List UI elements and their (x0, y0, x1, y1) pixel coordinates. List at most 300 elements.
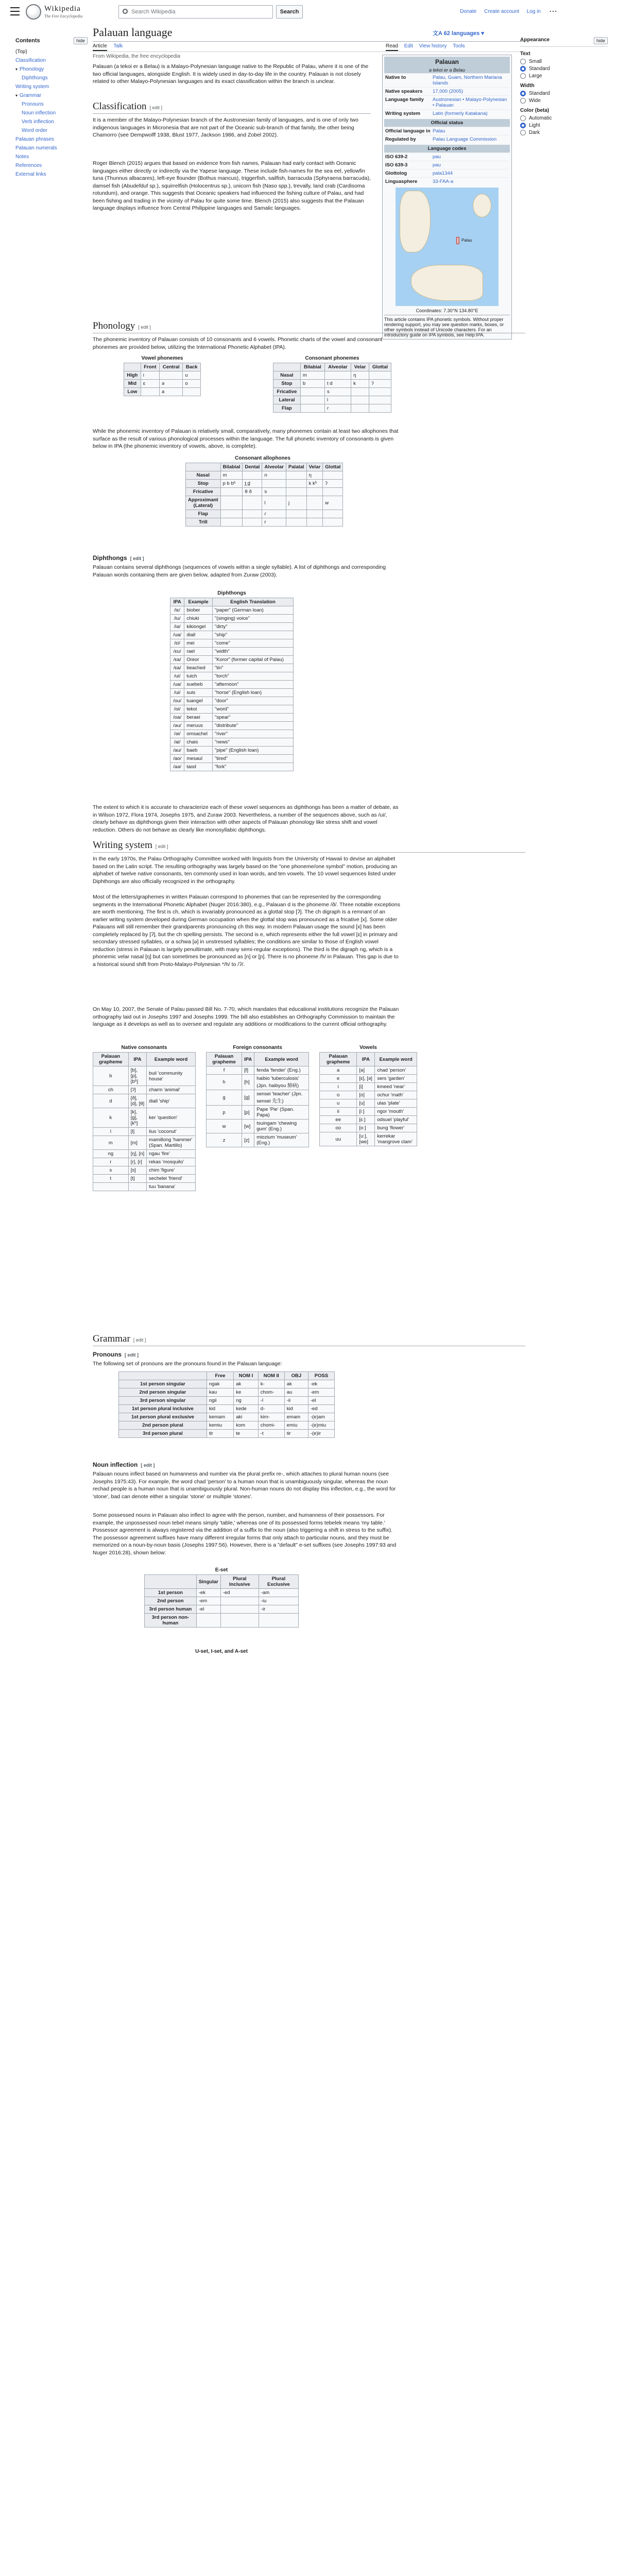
table-row (119, 1421, 335, 1430)
search-button[interactable]: Search (276, 5, 303, 19)
table-cell: Oreor (184, 656, 213, 664)
table-row (273, 371, 391, 380)
table-header-cell: Alveolar (324, 363, 351, 371)
radio-button[interactable] (520, 59, 526, 64)
toc-hide-button[interactable]: hide (74, 37, 88, 44)
infobox-key: ISO 639-3 (385, 162, 408, 168)
table-row (119, 1405, 335, 1413)
radio-button[interactable] (520, 98, 526, 104)
appearance-option-label: Small (529, 59, 542, 64)
table-cell: [iː] (357, 1108, 375, 1116)
radio-button[interactable] (520, 73, 526, 79)
infobox-value: Latin (formerly Katakana) (433, 111, 488, 116)
table-cell (306, 488, 323, 496)
infobox-value: Palau, Guam, Northern Mariana Islands (433, 75, 502, 86)
table-cell: /oi/ (170, 705, 184, 714)
table-cell: [k], [g], [kʰ] (128, 1108, 146, 1128)
table-row (273, 404, 391, 413)
table-cell: d- (258, 1405, 284, 1413)
donate-link[interactable]: Donate (460, 9, 477, 14)
table-cell (324, 371, 351, 380)
appearance-option[interactable] (520, 98, 608, 104)
table-cell: "tin" (212, 664, 293, 672)
search-input[interactable]: Search Wikipedia (118, 5, 273, 19)
table-cell: tekoi (184, 705, 213, 714)
writing-paragraph-1: In the early 1970s, the Palau Orthography Committee worked with linguists from the University of Hawaii to devise an alphabet based on the Latin script. The resulting orthography was largely based on the "one phoneme/one symbol" motion, producing an alphabet of twelve native consonants, ten commonly used in loan words, and ten vowels. The 10 vowel sequences listed under Diphthongs are also officially recognized in the orthography. (93, 856, 397, 885)
table-cell (141, 388, 159, 396)
toc-item[interactable] (15, 82, 88, 91)
table-cell: "river" (212, 730, 293, 738)
wikipedia-wordmark[interactable]: Wikipedia (44, 5, 81, 13)
table-row-header: 1st person singular (119, 1380, 207, 1388)
table-cell: k kʰ (306, 480, 323, 488)
table-row-header: 2nd person singular (119, 1388, 207, 1397)
table-cell (351, 396, 369, 404)
infobox-row (384, 135, 510, 143)
noun-inflection-heading (93, 1461, 154, 1468)
table-row-header: 2nd person plural (119, 1421, 207, 1430)
table-cell: -el (196, 1605, 220, 1614)
table-cell (243, 518, 262, 527)
table-header-cell: English Translation (212, 598, 293, 606)
toc-item[interactable] (15, 65, 88, 74)
table-row (320, 1124, 417, 1132)
table-cell: diall (184, 631, 213, 639)
table-cell: t̪ d̪ (243, 480, 262, 488)
table-cell: sechelei 'friend' (147, 1175, 196, 1183)
table-cell: w (207, 1120, 242, 1133)
table-row-header: Nasal (186, 471, 221, 480)
table-cell: ngor 'mouth' (375, 1108, 417, 1116)
location-map[interactable] (396, 188, 499, 306)
toc-item-label: Writing system (15, 84, 49, 90)
table-row-header: Stop (186, 480, 221, 488)
table-cell (128, 1183, 146, 1191)
appearance-option[interactable] (520, 91, 608, 96)
map-landmass (400, 191, 431, 252)
table-row (93, 1094, 196, 1108)
table-cell (220, 518, 243, 527)
table-row (93, 1166, 196, 1175)
vowels-caption: Vowels (359, 1045, 377, 1050)
intro-paragraph: Palauan (a tekoi er a Belau) is a Malayo-Polynesian language native to the Republic of Palau, where it is one of the two official languages, alongside English. It is widely used in day-to-day life in the country. Palauan is not closely related to other Malayo-Polynesian languages and its exact classification within the branch is unclear. (93, 63, 369, 84)
toc-item[interactable] (15, 91, 88, 100)
table-cell: uu (320, 1132, 357, 1146)
table-header-row (186, 463, 343, 471)
table-row (207, 1106, 309, 1120)
table-cell: ngii (207, 1397, 233, 1405)
table-cell: ʔ (369, 380, 391, 388)
table-header-cell: Example (184, 598, 213, 606)
table-header-cell: Free (207, 1372, 233, 1380)
table-cell: r (93, 1158, 129, 1166)
appearance-option[interactable] (520, 123, 608, 128)
table-row-header: Flap (273, 404, 301, 413)
table-cell: -l (258, 1397, 284, 1405)
table-cell (220, 1597, 259, 1605)
tab-article[interactable]: Article (93, 43, 107, 51)
table-row (186, 480, 343, 488)
table-row (170, 689, 294, 697)
toc-item-label: Notes (15, 154, 29, 160)
table-cell: n (262, 471, 286, 480)
table-cell: miozium 'museum' (Eng.) (254, 1133, 309, 1147)
appearance-option[interactable] (520, 130, 608, 135)
vowels-table (319, 1052, 417, 1146)
pronouns-table (118, 1371, 335, 1438)
table-cell: [f] (242, 1066, 254, 1075)
table-header-cell: Example word (254, 1053, 309, 1066)
table-cell: /oa/ (170, 714, 184, 722)
table-row (170, 714, 294, 722)
table-cell: sers 'garden' (375, 1075, 417, 1083)
table-cell: -em (196, 1597, 220, 1605)
table-row (124, 371, 201, 380)
infobox-row (384, 127, 510, 135)
writing-paragraph-3: On May 10, 2007, the Senate of Palau passed Bill No. 7-70, which mandates that educational institutions recognize the Palauan orthography laid out in Josephs 1997 and Josephs 1999. The bill also establishes an Orthography Commission to maintain the language as it develops as well as to oversee and regulate any additions or modifications to the current official orthography. (93, 1006, 399, 1027)
toc-item[interactable] (15, 117, 88, 126)
table-cell (183, 388, 201, 396)
table-cell: chomi- (258, 1421, 284, 1430)
official-status-heading: Official status (384, 119, 510, 127)
wikipedia-globe-logo[interactable] (26, 4, 41, 20)
radio-button[interactable] (520, 91, 526, 96)
classification-paragraph-1: It is a member of the Malayo-Polynesian branch of the Austronesian family of languages, and is one of only two indigenous languages in Micronesia that are not part of the Oceanic sub-branch of that family, the other being Chamorro (see Dempwolff 1938, Blust 1977, Jackson 1986, and Zobel 2002). (93, 117, 358, 138)
table-cell: /aə/ (170, 763, 184, 771)
table-row (170, 738, 294, 747)
noun-inflection-paragraph-1: Palauan nouns inflect based on humanness and number via the plural prefix re-, which attaches to plural human nouns (see Josephs 1975:43). For example, the word chad 'person' to a human noun that is unambiguously singular, whereas the noun rechad people is a human noun that is unambiguously plural. Non-human nouns do not display this inflection, e.g., the word for 'stone', bad can denote either a singular 'stone' or multiple 'stones'. (93, 1471, 396, 1500)
toc-item-label: Word order (22, 128, 47, 133)
table-cell: -(e)ir (308, 1430, 334, 1438)
table-row (273, 380, 391, 388)
table-cell: au (284, 1388, 308, 1397)
table-cell: Pape 'Pie' (Span. Papa) (254, 1106, 309, 1120)
languages-button[interactable]: 文A 62 languages ▾ (433, 30, 484, 37)
table-row-header: 3rd person human (145, 1605, 197, 1614)
table-header-cell: Palauan grapheme (207, 1053, 242, 1066)
table-cell: [ɾ], [r] (128, 1158, 146, 1166)
appearance-group-heading: Width (520, 83, 535, 89)
table-row-header: 3rd person plural (119, 1430, 207, 1438)
diphthongs-table (170, 598, 294, 771)
table-header-row (320, 1053, 417, 1066)
toc-item[interactable] (15, 161, 88, 170)
toc-item[interactable] (15, 144, 88, 152)
table-cell: kikiongel (184, 623, 213, 631)
toc-item[interactable] (15, 74, 88, 82)
table-cell: rekas 'mosquito' (147, 1158, 196, 1166)
map-landmass (473, 194, 491, 217)
infobox-value: 33-FAA-a (433, 179, 454, 184)
toc-item[interactable] (15, 126, 88, 135)
infobox-value: Austronesian • Malayo-Polynesian • Palauan (433, 97, 507, 108)
table-cell: m (220, 471, 243, 480)
table-cell: /ai/ (170, 738, 184, 747)
tab-edit[interactable]: Edit (404, 43, 413, 49)
table-row (186, 510, 343, 518)
table-cell: [h] (242, 1075, 254, 1090)
infobox-key: Writing system (385, 111, 420, 116)
table-row (186, 496, 343, 510)
table-header-cell: IPA (242, 1053, 254, 1066)
table-cell: -(e)miu (308, 1421, 334, 1430)
table-header-row (124, 363, 201, 371)
table-cell: /ua/ (170, 631, 184, 639)
infobox-key: ISO 639-2 (385, 154, 408, 160)
table-cell: ŋ (351, 371, 369, 380)
consonant-table-caption: Consonant phonemes (305, 355, 359, 361)
table-cell: emiu (284, 1421, 308, 1430)
table-cell: chiuki (184, 615, 213, 623)
table-row (320, 1108, 417, 1116)
title-divider (93, 41, 525, 42)
diphthongs-table-caption: Diphthongs (217, 590, 246, 596)
infobox-key: Native speakers (385, 89, 423, 94)
search-icon (123, 9, 128, 14)
language-codes-heading: Language codes (384, 145, 510, 152)
appearance-option[interactable] (520, 59, 608, 64)
table-cell (196, 1614, 220, 1628)
table-row (93, 1175, 196, 1183)
table-row (186, 471, 343, 480)
vowel-phonemes-table (124, 363, 201, 396)
appearance-group-heading: Color (beta) (520, 108, 550, 113)
table-cell: i (320, 1083, 357, 1091)
more-options-icon[interactable]: ⋯ (549, 7, 557, 16)
toc-item[interactable] (15, 135, 88, 144)
table-cell: kmeed 'near' (375, 1083, 417, 1091)
allophone-table-caption: Consonant allophones (235, 455, 290, 461)
table-row (320, 1091, 417, 1099)
table-cell: d (93, 1094, 129, 1108)
infobox-row (384, 109, 510, 117)
table-cell: chad 'person' (375, 1066, 417, 1075)
edit-section-link[interactable]: [ edit ] (125, 1352, 139, 1358)
edit-section-link[interactable]: [ edit ] (130, 556, 144, 561)
table-cell (286, 480, 306, 488)
table-cell: lius 'coconut' (147, 1128, 196, 1136)
table-header-cell: IPA (128, 1053, 146, 1066)
table-cell: -em (308, 1388, 334, 1397)
table-cell: [l] (128, 1128, 146, 1136)
toc-item[interactable] (15, 47, 88, 56)
table-cell (300, 396, 324, 404)
edit-section-link[interactable]: [ edit ] (138, 325, 151, 330)
appearance-group-heading: Text (520, 51, 530, 57)
table-cell: [ɛː] (357, 1116, 375, 1124)
table-cell: [w] (242, 1120, 254, 1133)
table-row-header: 3rd person non-human (145, 1614, 197, 1628)
table-cell: kid (284, 1405, 308, 1413)
table-row-header: Fricative (186, 488, 221, 496)
table-cell: kede (234, 1405, 259, 1413)
toc-item[interactable] (15, 170, 88, 179)
table-cell: chais (184, 738, 213, 747)
table-cell: omsachel (184, 730, 213, 738)
edit-section-link[interactable]: [ edit ] (155, 844, 168, 849)
edit-section-link[interactable]: [ edit ] (133, 1337, 146, 1343)
table-cell: "fork" (212, 763, 293, 771)
infobox-value: 17,000 (2005) (433, 89, 464, 94)
table-cell: "distribute" (212, 722, 293, 730)
table-row (93, 1136, 196, 1150)
table-cell (369, 396, 391, 404)
table-cell (306, 510, 323, 518)
namespace-tabs (93, 43, 128, 49)
radio-button[interactable] (520, 123, 526, 128)
infobox-row (384, 73, 510, 87)
chevron-down-icon[interactable]: ▾ (15, 93, 18, 98)
table-row (93, 1128, 196, 1136)
infobox-row (384, 161, 510, 169)
table-row (170, 656, 294, 664)
table-header-row (207, 1053, 309, 1066)
table-cell: a (320, 1066, 357, 1075)
radio-button[interactable] (520, 115, 526, 121)
table-cell: [u] (357, 1099, 375, 1108)
table-header-cell: Glottal (369, 363, 391, 371)
table-row (320, 1066, 417, 1075)
table-cell (286, 510, 306, 518)
table-row (170, 631, 294, 639)
table-row (119, 1397, 335, 1405)
consonant-phonemes-table (273, 363, 391, 413)
table-cell (220, 496, 243, 510)
table-cell: ngak (207, 1380, 233, 1388)
languages-label: 62 languages (443, 30, 480, 37)
table-header-cell: Plural Exclusive (259, 1575, 298, 1589)
table-row (93, 1183, 196, 1191)
infobox-key: Native to (385, 75, 406, 80)
table-header-cell: OBJ (284, 1372, 308, 1380)
table-cell: "horse" (English loan) (212, 689, 293, 697)
table-cell (286, 488, 306, 496)
appearance-heading: Appearance (520, 37, 550, 43)
table-header-cell: IPA (170, 598, 184, 606)
toc-item-label: Pronouns (22, 101, 44, 107)
table-row (119, 1413, 335, 1421)
table-row-header: Approximant (Lateral) (186, 496, 221, 510)
infobox-key: Language family (385, 97, 424, 103)
table-cell: emam (284, 1413, 308, 1421)
table-cell: z (207, 1133, 242, 1147)
table-cell: /ɛi/ (170, 639, 184, 648)
table-cell (160, 371, 183, 380)
infobox-row (384, 95, 510, 109)
table-row (170, 705, 294, 714)
table-cell: /ɛu/ (170, 648, 184, 656)
table-row (207, 1120, 309, 1133)
table-cell: tuich (184, 672, 213, 681)
infobox-value: Palau Language Commission (433, 137, 497, 142)
toc-item[interactable] (15, 56, 88, 65)
page-title: Palauan language (93, 26, 173, 39)
table-cell: k- (258, 1380, 284, 1388)
appearance-option[interactable] (520, 115, 608, 121)
table-header-row (145, 1575, 299, 1589)
table-cell: "(singing) voice" (212, 615, 293, 623)
table-cell: "width" (212, 648, 293, 656)
table-cell: kau (207, 1388, 233, 1397)
table-header-cell: Bilabial (300, 363, 324, 371)
user-links (454, 9, 541, 14)
table-cell: /əu/ (170, 722, 184, 730)
chevron-down-icon[interactable]: ▾ (15, 67, 18, 72)
appearance-option[interactable] (520, 73, 608, 79)
table-header-cell: Palauan grapheme (93, 1053, 129, 1066)
toc-heading: Contents (15, 38, 40, 44)
table-cell: /əi/ (170, 730, 184, 738)
toc-item[interactable] (15, 100, 88, 109)
table-header-cell (145, 1575, 197, 1589)
edit-section-link[interactable]: [ edit ] (141, 1463, 155, 1468)
table-cell: /ɛa/ (170, 664, 184, 672)
e-set-table (144, 1574, 299, 1628)
table-cell: oo (320, 1124, 357, 1132)
toc-item-label: External links (15, 172, 46, 177)
edit-section-link[interactable]: [ edit ] (149, 105, 162, 110)
table-row (320, 1116, 417, 1124)
infobox-key: Glottolog (385, 171, 407, 176)
toc-item-label: Diphthongs (22, 75, 48, 81)
table-cell: [s] (128, 1166, 146, 1175)
table-cell: buil 'community house' (147, 1066, 196, 1086)
noun-inflection-paragraph-2: Some possessed nouns in Palauan also inflect to agree with the person, number, and humanness of their possessors. For example, the unpossessed noun tebel means simply 'table,' whereas one of its possessed forms tebelek means 'my table.' Possessor agreement is always registered via the addition of a suffix to the noun (also triggering a shift in stress to the suffix). The possessor agreement suffixes have many different irregular forms that only attach to particular nouns, and they must be memorized on a noun-by-noun basis (Josephs 1997:56). However, there is a "default" e-set suffixes (see Josephs 1997:93 and Nuger 2016:28), shown below: (93, 1512, 397, 1556)
toc-item[interactable] (15, 152, 88, 161)
diphthongs-paragraph-2: The extent to which it is accurate to characterize each of these vowel sequences as diphthongs has been a matter of debate, as in Wilson 1972, Flora 1974, Josephs 1975, and Zuraw 2003. Nevertheless, a number of the sequences above, such as /ui/, clearly behave as diphthongs given their interaction with other aspects of Palauan phonology like stress shift and vowel reduction. Others do not behave as clearly like monosyllabic diphthongs. (93, 804, 399, 833)
table-row (124, 388, 201, 396)
table-header-cell: Velar (306, 463, 323, 471)
table-row (320, 1132, 417, 1146)
table-cell: tsuingam 'chewing gum' (Eng.) (254, 1120, 309, 1133)
login-link[interactable]: Log in (526, 9, 541, 14)
table-cell: [oː] (357, 1124, 375, 1132)
radio-button[interactable] (520, 66, 526, 72)
table-cell: biober (184, 606, 213, 615)
table-row (124, 380, 201, 388)
appearance-option[interactable] (520, 66, 608, 72)
table-row (170, 606, 294, 615)
eset-caption: E-set (215, 1567, 228, 1573)
consonant-allophones-table (185, 463, 343, 527)
table-cell: /ui/ (170, 672, 184, 681)
tab-talk[interactable]: Talk (113, 43, 123, 49)
appearance-hide-button[interactable]: hide (594, 37, 608, 44)
infobox (382, 55, 512, 340)
infobox-key: Linguasphere (385, 179, 418, 184)
tab-tools[interactable]: Tools (453, 43, 465, 49)
table-cell: s (324, 388, 351, 396)
toc-item-label: Noun inflection (22, 110, 56, 116)
table-cell (323, 518, 343, 527)
toc-item-label: Grammar (20, 93, 42, 98)
create-account-link[interactable]: Create account (484, 9, 519, 14)
table-cell: m (300, 371, 324, 380)
table-cell: bung 'flower' (375, 1124, 417, 1132)
main-menu-icon[interactable] (10, 7, 20, 15)
tab-read[interactable]: Read (386, 43, 398, 51)
table-cell: mesaul (184, 755, 213, 763)
table-row (207, 1133, 309, 1147)
table-cell (369, 404, 391, 413)
table-cell: [g] (242, 1090, 254, 1106)
tab-view-history[interactable]: View history (419, 43, 447, 49)
toc-item[interactable] (15, 109, 88, 117)
table-header-cell: Plural Inclusive (220, 1575, 259, 1589)
table-cell (286, 518, 306, 527)
grammar-title: Grammar (93, 1333, 130, 1344)
radio-button[interactable] (520, 130, 526, 135)
